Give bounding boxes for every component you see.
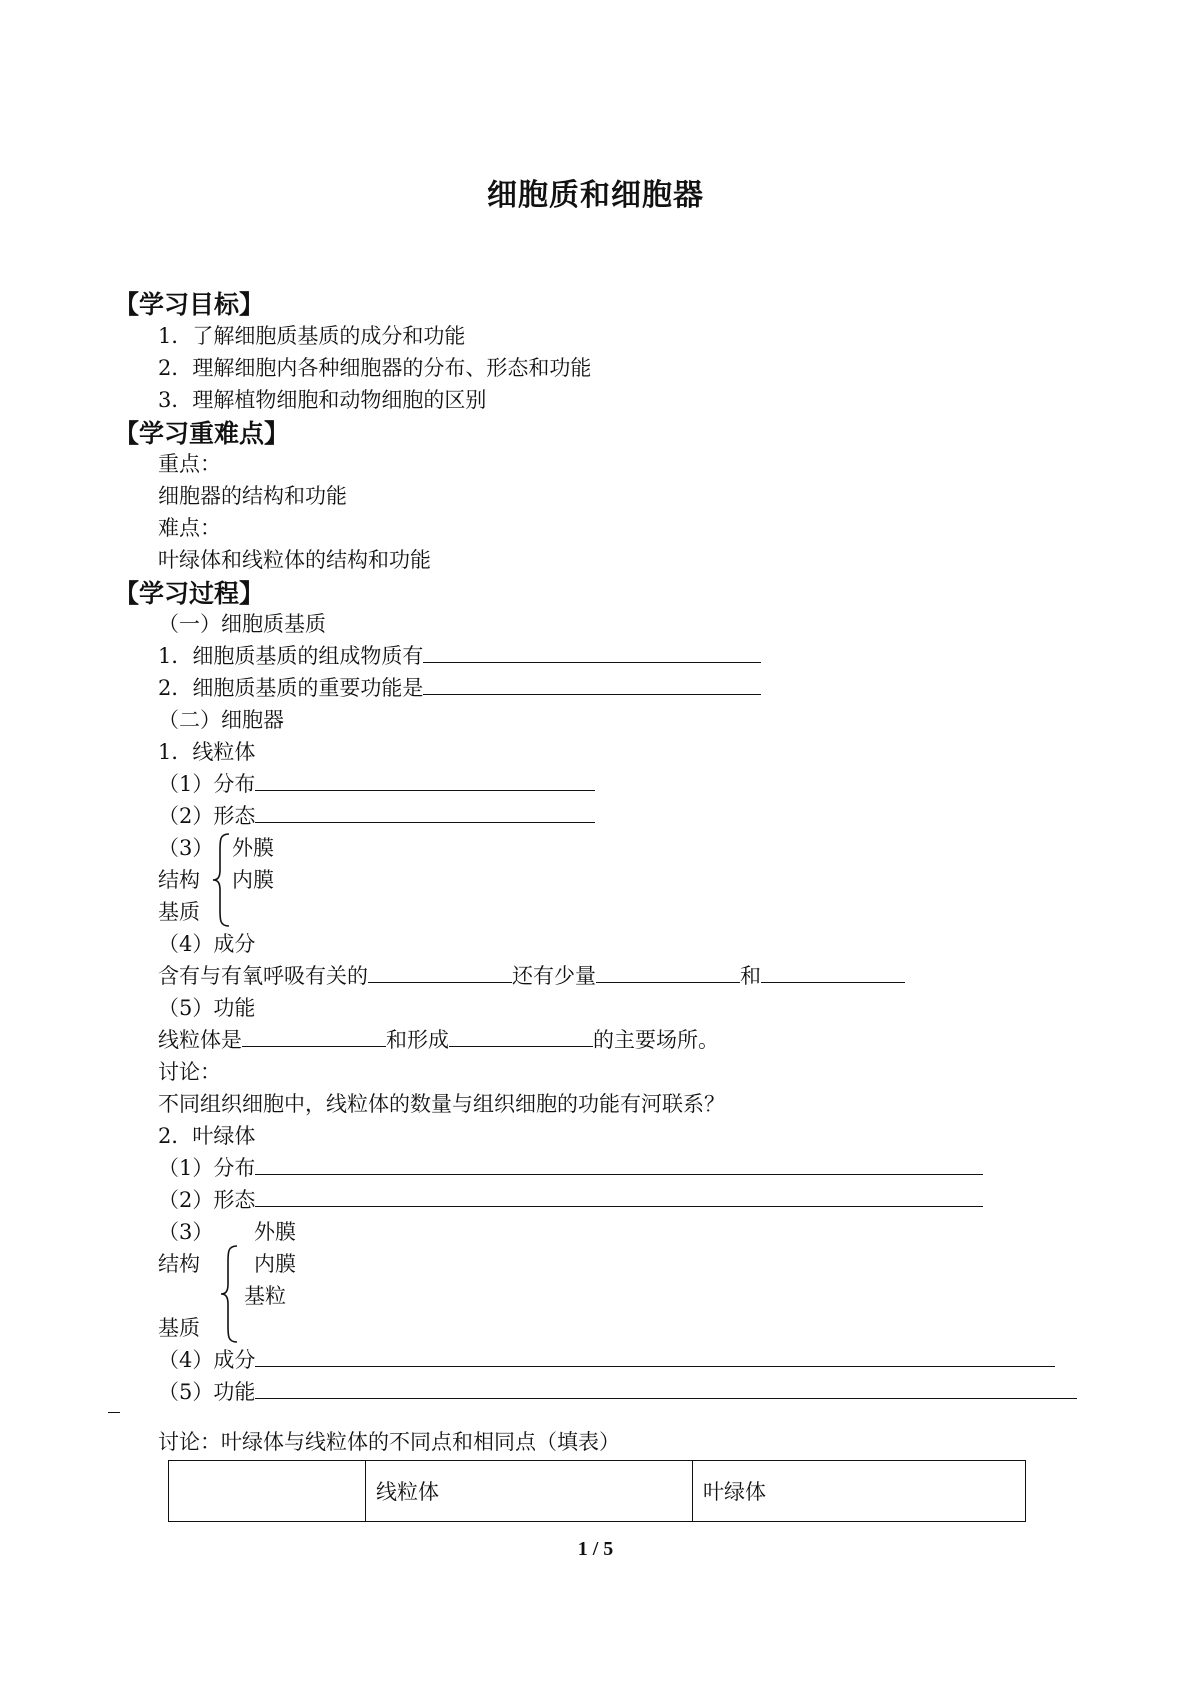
page-title: 细胞质和细胞器 [487, 178, 704, 213]
chloro-distribution [158, 1152, 983, 1182]
mito-structure-num: （3） [158, 836, 214, 860]
page-number: 1 / 5 [577, 1538, 614, 1560]
compare-table [168, 1460, 1026, 1522]
goal-item: 2．理解细胞内各种细胞器的分布、形态和功能 [158, 356, 592, 380]
part1-question-1 [158, 640, 761, 670]
line-text: 线粒体是 [158, 1028, 242, 1052]
difficulty-text: 叶绿体和线粒体的结构和功能 [158, 548, 431, 572]
chloro-shape [158, 1184, 983, 1214]
goal-item: 1．了解细胞质基质的成分和功能 [158, 324, 466, 348]
answer-blank[interactable] [255, 800, 595, 823]
compare-caption: 讨论：叶绿体与线粒体的不同点和相同点（填表） [158, 1430, 620, 1454]
focus-text: 细胞器的结构和功能 [158, 484, 347, 508]
mito-structure-label: 结构 [158, 868, 200, 892]
line-text: 含有与有氧呼吸有关的 [158, 964, 368, 988]
chloro-composition [158, 1344, 1055, 1374]
mito-inner-membrane: 内膜 [232, 868, 274, 892]
line-text: 还有少量 [512, 964, 596, 988]
keypoints-header: 【学习重难点】 [114, 419, 290, 448]
part1-heading: （一）细胞质基质 [158, 612, 326, 636]
answer-blank[interactable] [242, 1024, 386, 1047]
part1-question-2 [158, 672, 761, 702]
chloro-grana: 基粒 [244, 1284, 286, 1308]
focus-label: 重点： [158, 452, 221, 476]
item-label: （4）成分 [158, 1348, 256, 1372]
table-header-chloroplast: 叶绿体 [693, 1461, 1026, 1522]
mito-composition-line [158, 960, 905, 990]
chloro-inner-membrane: 内膜 [254, 1252, 296, 1276]
answer-blank[interactable] [255, 1344, 1055, 1367]
answer-blank[interactable] [761, 960, 905, 983]
table-cell[interactable] [169, 1461, 366, 1522]
mito-matrix-label: 基质 [158, 900, 200, 924]
mito-function-line [158, 1024, 719, 1054]
item-label: （2）形态 [158, 804, 256, 828]
brace-icon [210, 832, 232, 928]
answer-blank[interactable] [255, 1184, 983, 1207]
mito-discussion-label: 讨论： [158, 1060, 221, 1084]
part2-heading: （二）细胞器 [158, 708, 284, 732]
item-label: （2）形态 [158, 1188, 256, 1212]
answer-blank[interactable] [423, 672, 761, 695]
chloro-matrix-label: 基质 [158, 1316, 200, 1340]
mito-shape [158, 800, 595, 830]
answer-blank[interactable] [255, 768, 595, 791]
line-text: 的主要场所。 [593, 1028, 719, 1052]
mito-function: （5）功能 [158, 996, 256, 1020]
process-header: 【学习过程】 [114, 579, 265, 608]
mito-distribution [158, 768, 595, 798]
divider [108, 1412, 120, 1413]
chloro-heading: 2．叶绿体 [158, 1124, 256, 1148]
goal-item: 3．理解植物细胞和动物细胞的区别 [158, 388, 487, 412]
answer-blank[interactable] [423, 640, 761, 663]
brace-icon [218, 1244, 240, 1344]
mito-outer-membrane: 外膜 [232, 836, 274, 860]
mito-heading: 1．线粒体 [158, 740, 256, 764]
item-label: （5）功能 [158, 1380, 256, 1404]
chloro-structure-label: 结构 [158, 1252, 200, 1276]
mito-composition: （4）成分 [158, 932, 256, 956]
answer-blank[interactable] [596, 960, 740, 983]
goals-header: 【学习目标】 [114, 290, 265, 319]
table-header-mitochondria: 线粒体 [366, 1461, 693, 1522]
chloro-outer-membrane: 外膜 [254, 1220, 296, 1244]
line-text: 和 [740, 964, 761, 988]
mito-discussion-question: 不同组织细胞中，线粒体的数量与组织细胞的功能有河联系？ [158, 1092, 725, 1116]
question-text: 1．细胞质基质的组成物质有 [158, 644, 424, 668]
difficulty-label: 难点： [158, 516, 221, 540]
table-row [169, 1461, 1026, 1522]
line-text: 和形成 [386, 1028, 449, 1052]
question-text: 2．细胞质基质的重要功能是 [158, 676, 424, 700]
answer-blank[interactable] [255, 1376, 1077, 1399]
answer-blank[interactable] [449, 1024, 593, 1047]
answer-blank[interactable] [368, 960, 512, 983]
chloro-function [158, 1376, 1077, 1406]
chloro-structure-num: （3） [158, 1220, 214, 1244]
item-label: （1）分布 [158, 1156, 256, 1180]
item-label: （1）分布 [158, 772, 256, 796]
answer-blank[interactable] [255, 1152, 983, 1175]
